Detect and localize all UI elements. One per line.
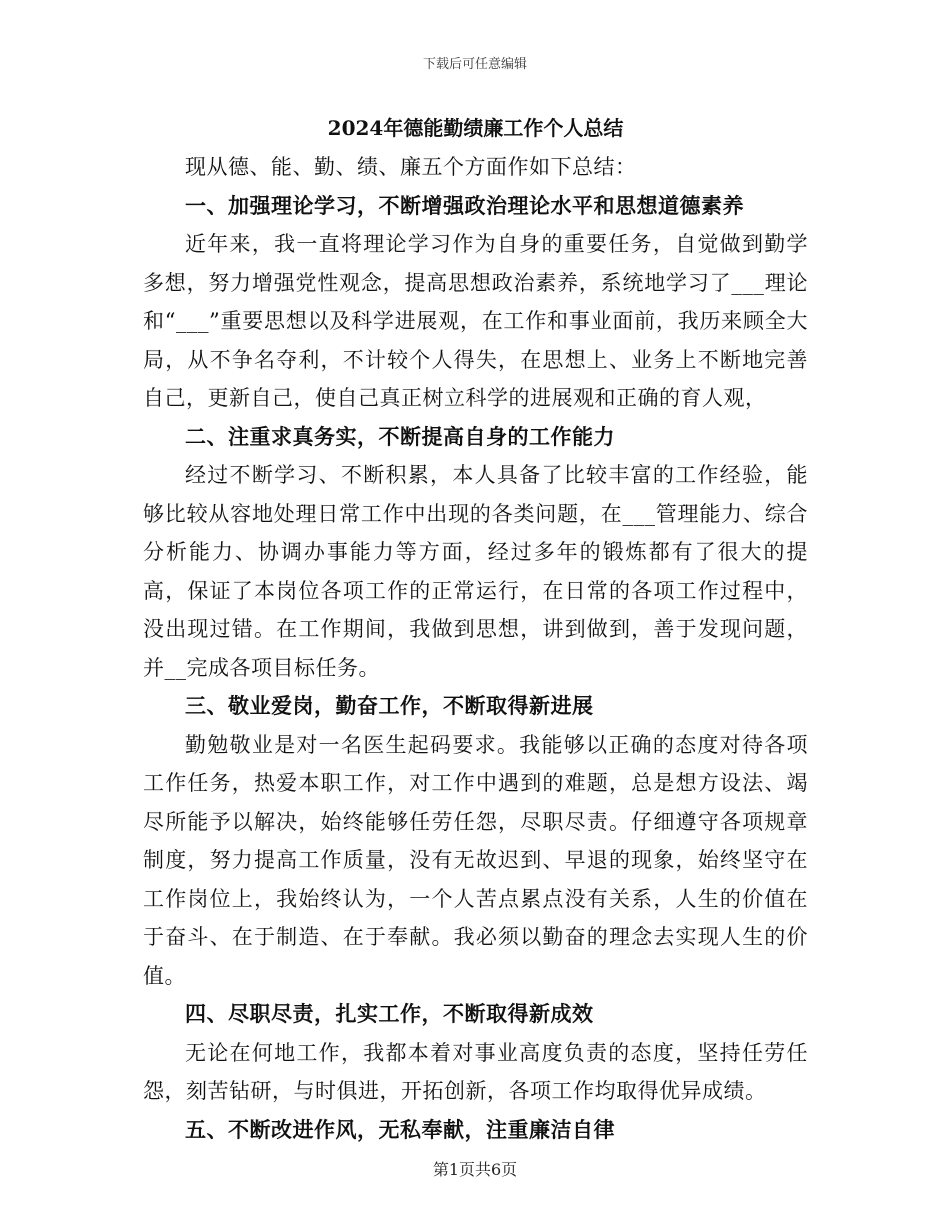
document-body	[143, 108, 808, 1149]
page-number: 第1页共6页	[432, 1160, 518, 1179]
section-heading: 一、加强理论学习，不断增强政治理论水平和思想道德素养	[185, 192, 744, 218]
section-heading: 四、尽职尽责，扎实工作，不断取得新成效	[185, 1001, 594, 1026]
document-title: 2024年德能勤绩廉工作个人总结	[327, 116, 624, 140]
section-paragraph: 无论在何地工作，我都本着对事业高度负责的态度，坚持任劳任怨，刻苦钻研，与时俱进，开拓创新，各项工作均取得优异成绩。	[143, 1040, 808, 1103]
section-paragraph: 近年来，我一直将理论学习作为自身的重要任务，自觉做到勤学多想，努力增强党性观念，提高思想政治素养，系统地学习了___理论和“___”重要思想以及科学进展观，在工作和事业面前，我历来顾全大局，从不争名夺利，不计较个人得失，在思想上、业务上不断地完善自己，更新自己，使自己真正树立科学的进展观和正确的育人观，	[143, 232, 808, 410]
header-note: 下载后可任意编辑	[422, 57, 527, 72]
section-heading: 二、注重求真务实，不断提高自身的工作能力	[185, 423, 615, 449]
section-paragraph: 勤勉敬业是对一名医生起码要求。我能够以正确的态度对待各项工作任务，热爱本职工作，对工作中遇到的难题，总是想方设法、竭尽所能予以解决，始终能够任劳任怨，尽职尽责。仔细遵守各项规章制度，努力提高工作质量，没有无故迟到、早退的现象，始终坚守在工作岗位上，我始终认为，一个人苦点累点没有关系，人生的价值在于奋斗、在于制造、在于奉献。我必须以勤奋的理念去实现人生的价值。	[143, 732, 808, 988]
section-heading: 三、敬业爱岗，勤奋工作，不断取得新进展	[185, 693, 594, 718]
section-paragraph: 经过不断学习、不断积累，本人具备了比较丰富的工作经验，能够比较从容地处理日常工作中出现的各类问题，在___管理能力、综合分析能力、协调办事能力等方面，经过多年的锻炼都有了很大的提高，保证了本岗位各项工作的正常运行，在日常的各项工作过程中，没出现过错。在工作期间，我做到思想，讲到做到，善于发现问题，并__完成各项目标任务。	[143, 463, 808, 680]
intro-paragraph: 现从德、能、勤、绩、廉五个方面作如下总结：	[185, 155, 637, 179]
section-heading: 五、不断改进作风，无私奉献，注重廉洁自律	[185, 1116, 615, 1142]
